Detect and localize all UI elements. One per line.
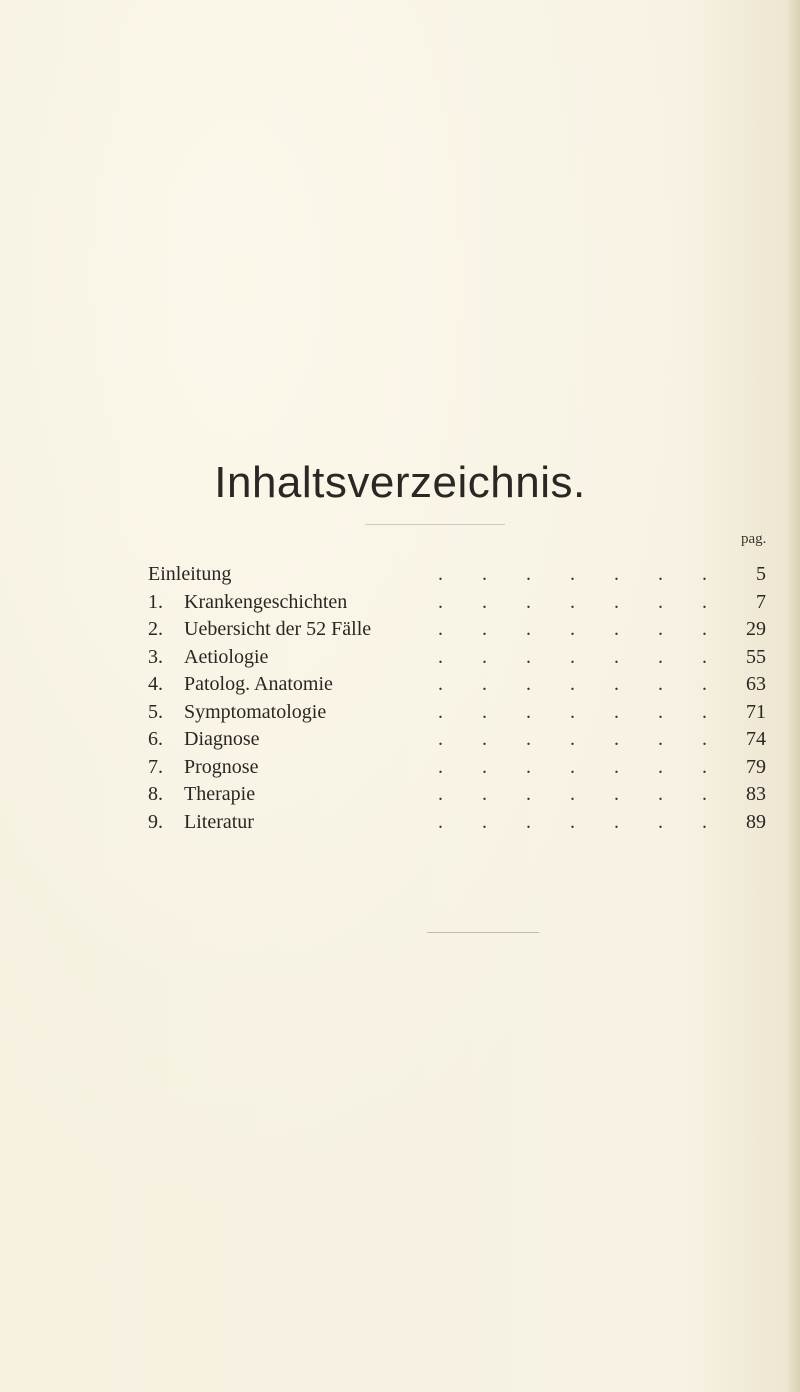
toc-label: Einleitung [148,563,232,585]
toc-page-number: 74 [746,728,766,750]
toc-label: Therapie [184,783,256,805]
leader-dot: . [702,755,707,778]
leader-dot: . [614,673,619,695]
leader-dot: . [482,590,487,613]
leader-dot: . [570,645,575,668]
leader-dot: . [614,563,619,585]
toc-number: 5. [148,700,163,723]
toc-number: 3. [148,645,163,668]
title-underline [365,524,505,525]
toc-page-number: 63 [746,673,766,695]
toc-page-number: 29 [746,618,766,640]
leader-dot: . [482,700,487,723]
toc-row-2 [148,616,788,644]
leader-dot: . [482,618,487,640]
toc-page-number: 83 [746,783,766,805]
leader-dot: . [482,563,487,585]
toc-label: Literatur [184,810,254,833]
leader-dot: . [570,728,575,750]
leader-dot: . [526,810,531,833]
leader-dot: . [658,755,663,778]
leader-dot: . [614,700,619,723]
leader-dot: . [702,673,707,695]
toc-number: 8. [148,783,163,805]
leader-dot: . [526,618,531,640]
toc-page-number: 79 [746,755,766,778]
leader-dot: . [438,590,443,613]
toc-row-5 [148,699,788,727]
toc-label: Symptomatologie [184,700,327,723]
leader-dot: . [702,810,707,833]
toc-label: Diagnose [184,728,260,750]
bottom-rule [427,932,539,933]
leader-dot: . [570,810,575,833]
leader-dot: . [482,810,487,833]
toc-number: 9. [148,810,163,833]
leader-dot: . [570,590,575,613]
leader-dot: . [526,728,531,750]
leader-dot: . [570,618,575,640]
leader-dot: . [526,755,531,778]
leader-dot: . [526,700,531,723]
leader-dot: . [614,618,619,640]
leader-dot: . [702,645,707,668]
toc-label: Krankengeschichten [184,590,348,613]
toc-row-7 [148,754,788,782]
leader-dot: . [570,700,575,723]
toc-page-number: 55 [746,645,766,668]
leader-dot: . [570,783,575,805]
toc-page-number: 71 [746,700,766,723]
leader-dot: . [702,728,707,750]
leader-dot: . [438,618,443,640]
leader-dot: . [658,700,663,723]
leader-dot: . [570,673,575,695]
leader-dot: . [482,728,487,750]
leader-dot: . [614,590,619,613]
leader-dot: . [526,590,531,613]
toc-row-1 [148,589,788,617]
leader-dot: . [614,810,619,833]
leader-dot: . [438,783,443,805]
leader-dot: . [438,810,443,833]
toc-number: 2. [148,618,163,640]
toc-label: Aetiologie [184,645,269,668]
leader-dot: . [570,563,575,585]
toc-row-6 [148,726,788,754]
toc-number: 7. [148,755,163,778]
leader-dot: . [658,728,663,750]
toc-label: Patolog. Anatomie [184,673,333,695]
toc-row-4 [148,671,788,699]
leader-dot: . [702,563,707,585]
leader-dot: . [614,755,619,778]
toc-number: 1. [148,590,163,613]
toc-row-8 [148,781,788,809]
leader-dot: . [614,783,619,805]
leader-dot: . [614,645,619,668]
table-of-contents [148,561,788,836]
leader-dot: . [658,645,663,668]
toc-page-number: 89 [746,810,766,833]
toc-label: Uebersicht der 52 Fälle [184,618,372,640]
toc-row-einleitung [148,561,788,589]
leader-dot: . [482,645,487,668]
leader-dot: . [438,673,443,695]
leader-dot: . [702,783,707,805]
leader-dot: . [702,700,707,723]
toc-row-3 [148,644,788,672]
page-column-header: pag. [741,531,767,547]
leader-dot: . [570,755,575,778]
leader-dot: . [526,563,531,585]
leader-dot: . [658,673,663,695]
leader-dot: . [526,783,531,805]
leader-dot: . [438,728,443,750]
leader-dot: . [438,563,443,585]
leader-dot: . [614,728,619,750]
leader-dot: . [482,673,487,695]
leader-dot: . [482,755,487,778]
toc-page-number: 5 [756,563,766,585]
toc-number: 6. [148,728,163,750]
leader-dot: . [658,590,663,613]
leader-dot: . [526,645,531,668]
leader-dot: . [438,700,443,723]
toc-row-9 [148,809,788,837]
leader-dot: . [482,783,487,805]
leader-dot: . [658,563,663,585]
leader-dot: . [658,618,663,640]
leader-dot: . [702,590,707,613]
page-edge-shadow [786,0,800,1392]
leader-dot: . [438,755,443,778]
leader-dot: . [438,645,443,668]
page-title: Inhaltsverzeichnis. [214,458,586,507]
leader-dot: . [526,673,531,695]
toc-page-number: 7 [756,590,766,613]
leader-dot: . [658,810,663,833]
toc-label: Prognose [184,755,259,778]
leader-dot: . [658,783,663,805]
toc-number: 4. [148,673,163,695]
leader-dot: . [702,618,707,640]
